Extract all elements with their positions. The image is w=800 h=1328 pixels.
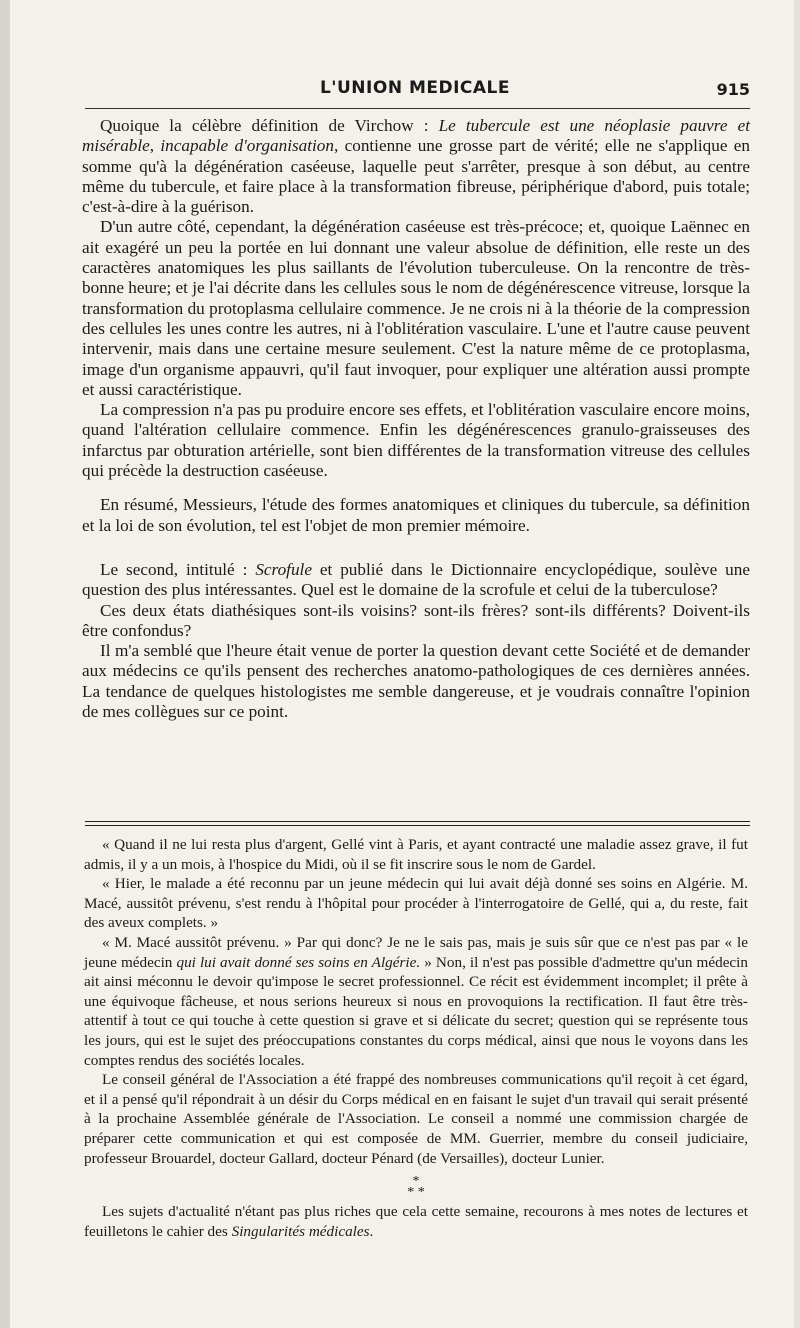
paragraph-society: Il m'a semblé que l'heure était venue de porter la question devant cette Société et de demander aux médecins ce qu'ils pensent des recherches anatomo-pathologiques de ces dernières années. La tendance de quelques histologistes me semble dangereuse, et je voudrais connaître l'opinion de mes collègues sur ce point.	[82, 641, 750, 722]
singularites-title: Singularités médicales	[231, 1222, 370, 1240]
page-number: 915	[716, 80, 750, 99]
running-title: L'UNION MEDICALE	[319, 78, 511, 98]
main-article	[82, 116, 750, 722]
paragraph-questions: Ces deux états diathésiques sont-ils voisins? sont-ils frères? sont-ils différents? Doivent-ils être confondus?	[82, 600, 750, 640]
note-paragraph: « Quand il ne lui resta plus d'argent, Gellé vint à Paris, et ayant contracté une maladie assez grave, il fut admis, il y a un mois, à l'hospice du Midi, où il se fit inscrire sous le nom de Gardel.	[84, 836, 748, 873]
scrofule-title: Scrofule	[255, 559, 312, 579]
header-rule	[85, 108, 750, 109]
feuilleton-column	[84, 835, 748, 1241]
paragraph-virchow: Quoique la célèbre définition de Virchow : Le tubercule est une néoplasie pauvre et misérable, incapable d'organisation, contienne une grosse part de vérité; elle ne s'applique en somme qu'à la dégénération caséeuse, laquelle peut s'arrêter, presque à son début, au centre même du tubercule, et faire place à la transformation fibreuse, périphérique d'abord, puis totale; c'est-à-dire à la guérison.	[82, 116, 751, 217]
quoted-italic: qui lui avait donné ses soins en Algérie.	[176, 953, 421, 971]
note-paragraph: « M. Macé aussitôt prévenu. » Par qui donc? Je ne le sais pas, mais je suis sûr que ce n'est pas par « le jeune médecin qui lui avait donné ses soins en Algérie. » Non, il n'est pas possible d'admettre qu'un médecin ait ainsi méconnu le devoir qu'impose le secret professionnel. Ce récit est évidemment incomplet; il prête à une équivoque fâcheuse, et nous serions heureux si nous en provoquions la rectification. Il faut être très-attentif à tout ce qui touche à cette question si grave et si délicate du secret; question qui se représente tous les jours, qui est le sujet des préoccupations constantes du corps médical, ainsi que nous le voyons dans les comptes rendus des sociétés locales.	[84, 933, 748, 1069]
page-header	[80, 74, 750, 104]
asterism-divider: * * *	[407, 1174, 425, 1201]
note-paragraph: « Hier, le malade a été reconnu par un jeune médecin qui lui avait déjà donné ses soins en Algérie. M. Macé, aussitôt prévenu, s'est rendu à l'hôpital pour procéder à l'interrogatoire de Gellé, qui a, du reste, fait des aveux complets. »	[84, 875, 748, 932]
virchow-quote-2: incapable d'organisation	[160, 136, 334, 156]
paragraph-scrofula: Le second, intitulé : Scrofule et publié dans le Dictionnaire encyclopédique, soulève une question des plus intéressantes. Quel est le domaine de la scrofule et celui de la tuberculose?	[82, 559, 750, 600]
feuilleton-rule	[85, 821, 750, 826]
paragraph-caseous-degeneration: D'un autre côté, cependant, la dégénération caséeuse est très-précoce; et, quoique Laënnec en ait exagéré un peu la portée en lui donnant une valeur absolue de définition, elle reste un des caractères anatomiques les plus saillants de l'évolution tuberculeuse. On la rencontre de très-bonne heure; et je l'ai décrite dans les cellules sous le nom de dégénérescence vitreuse, lorsque la transformation du protoplasma cellulaire commence. Je ne crois ni à la théorie de la compression des cellules les unes contre les autres, ni à l'oblitération vasculaire. L'une et l'autre cause peuvent intervenir, mais dans une certaine mesure seulement. C'est la nature même de ce protoplasma, image d'un organisme appauvri, qu'il faut invoquer, pour expliquer une altération aussi prompte et aussi caractéristique.	[82, 217, 750, 399]
paragraph-compression: La compression n'a pas pu produire encore ses effets, et l'oblitération vasculaire encore moins, quand l'altération cellulaire commence. Enfin les dégénérescences granulo-graisseuses des infarctus par obturation artérielle, sont bien différentes de la transformation vitreuse des cellules qui précède la destruction caséeuse.	[82, 400, 750, 481]
note-paragraph: Le conseil général de l'Association a été frappé des nombreuses communications qu'il reçoit à cet égard, et il a pensé qu'il répondrait à un désir du Corps médical en en faisant le sujet d'un travail qui serait présenté à la prochaine Assemblée générale de l'Association. Le conseil a nommé une commission chargée de préparer cette communication et qui est composée de MM. Guerrier, membre du conseil judiciaire, professeur Brouardel, docteur Gallard, docteur Pénard (de Versailles), docteur Lunier.	[84, 1071, 748, 1167]
virchow-quote: Le tubercule est une néoplasie pauvre et misérable	[82, 116, 751, 156]
paragraph-summary: En résumé, Messieurs, l'étude des formes anatomiques et cliniques du tubercule, sa définition et la loi de son évolution, tel est l'objet de mon premier mémoire.	[82, 495, 750, 535]
note-paragraph: Les sujets d'actualité n'étant pas plus riches que cela cette semaine, recourons à mes notes de lectures et feuilletons le cahier des Singularités médicales.	[84, 1203, 748, 1240]
